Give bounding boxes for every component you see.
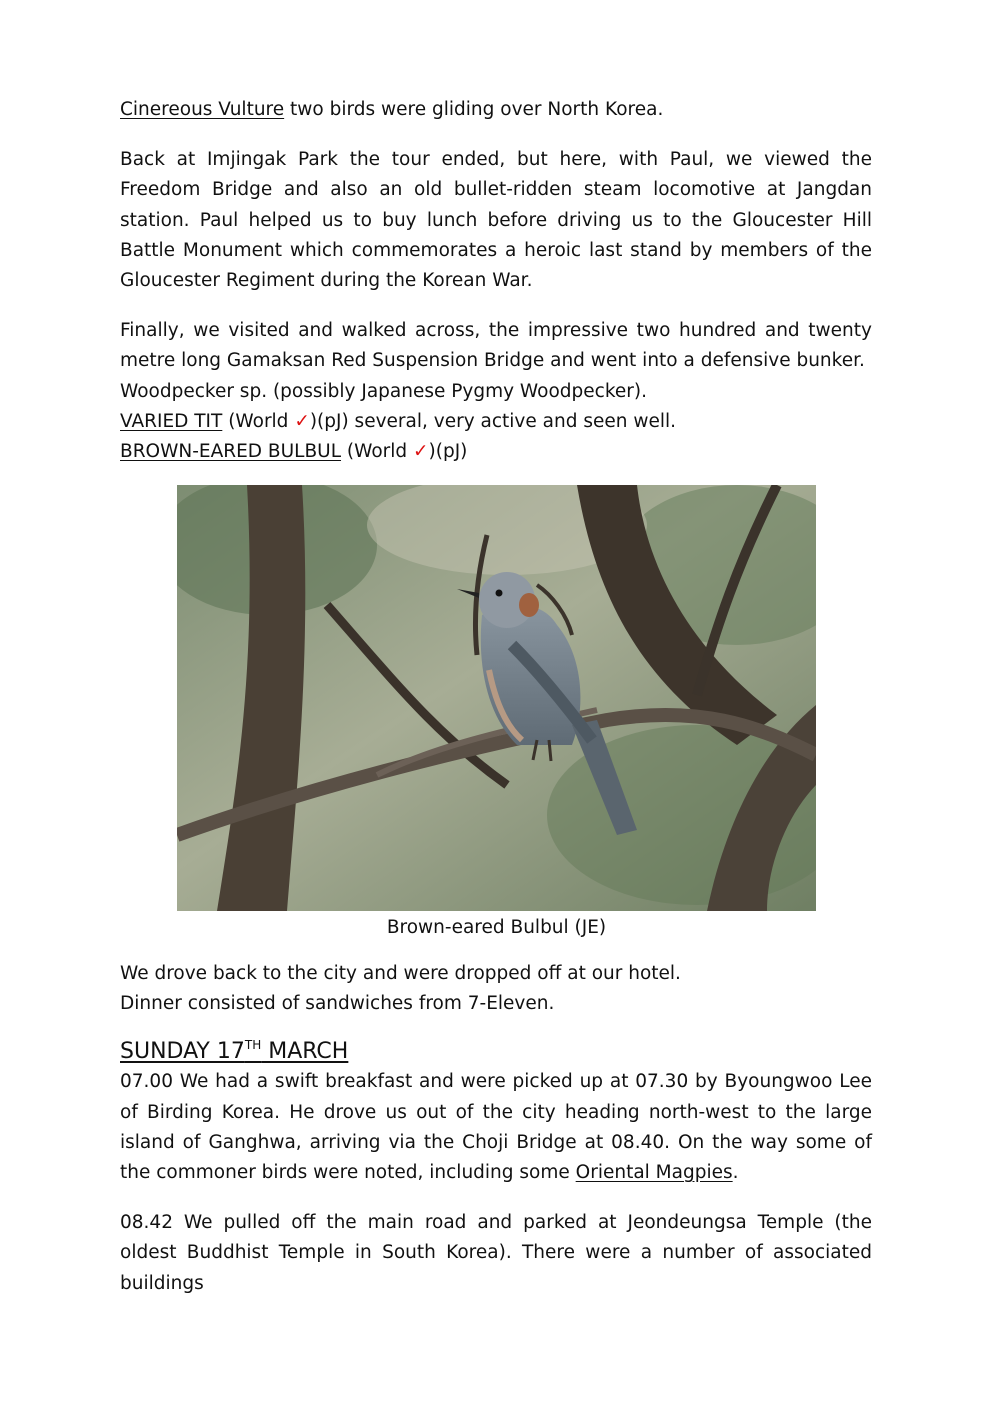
species-name: Cinereous Vulture	[120, 99, 285, 120]
day-heading-text: SUNDAY 17TH MARCH	[120, 1038, 349, 1065]
day-heading	[120, 1037, 872, 1067]
paragraph-ganghwa: 07.00 We had a swift breakfast and were picked up at 07.30 by Byoungwoo Lee of Birding Korea. He drove us out of the city heading north-west to the large island of Ganghwa, arriving via the Choji Bridge at 08.40. On the way some of the commoner birds were noted, including some Oriental Magpies.	[120, 1071, 872, 1184]
bulbul-photo	[177, 485, 816, 911]
line-dinner: Dinner consisted of sandwiches from 7-Eleven.	[120, 993, 555, 1015]
line-drove-back: We drove back to the city and were dropped off at our hotel.	[120, 963, 681, 984]
photo-caption: Brown-eared Bulbul (JE)	[386, 917, 607, 938]
paragraph-imjingak: Back at Imjingak Park the tour ended, but here, with Paul, we viewed the Freedom Bridge and also an old bullet-ridden steam locomotive at Jangdan station. Paul helped us to buy lunch before driving us to the Gloucester Hill Battle Monument which commemorates a heroic last stand by members of the Gloucester Regiment during the Korean War.	[120, 149, 872, 292]
report-body	[120, 95, 872, 467]
tick-icon: ✓	[413, 441, 429, 463]
line-varied-tit: VARIED TIT (World ✓)(pJ) several, very active and seen well.	[120, 410, 676, 432]
line-bulbul: BROWN-EARED BULBUL (World ✓)(pJ)	[120, 441, 468, 463]
species-name: Oriental Magpies	[575, 1162, 733, 1184]
species-name: VARIED TIT	[120, 410, 223, 432]
paragraph-vulture: Cinereous Vulture two birds were gliding over North Korea.	[120, 99, 664, 120]
tick-icon: ✓	[294, 410, 310, 432]
species-name: BROWN-EARED BULBUL	[120, 441, 342, 463]
report-body-continued	[120, 959, 872, 1299]
paragraph-bridge: Finally, we visited and walked across, the impressive two hundred and twenty metre long Gamaksan Red Suspension Bridge and went into a defensive bunker.	[120, 320, 872, 372]
line-woodpecker: Woodpecker sp. (possibly Japanese Pygmy Woodpecker).	[120, 380, 647, 402]
paragraph-temple: 08.42 We pulled off the main road and parked at Jeondeungsa Temple (the oldest Buddhist Temple in South Korea). There were a number of associated buildings	[120, 1212, 872, 1294]
